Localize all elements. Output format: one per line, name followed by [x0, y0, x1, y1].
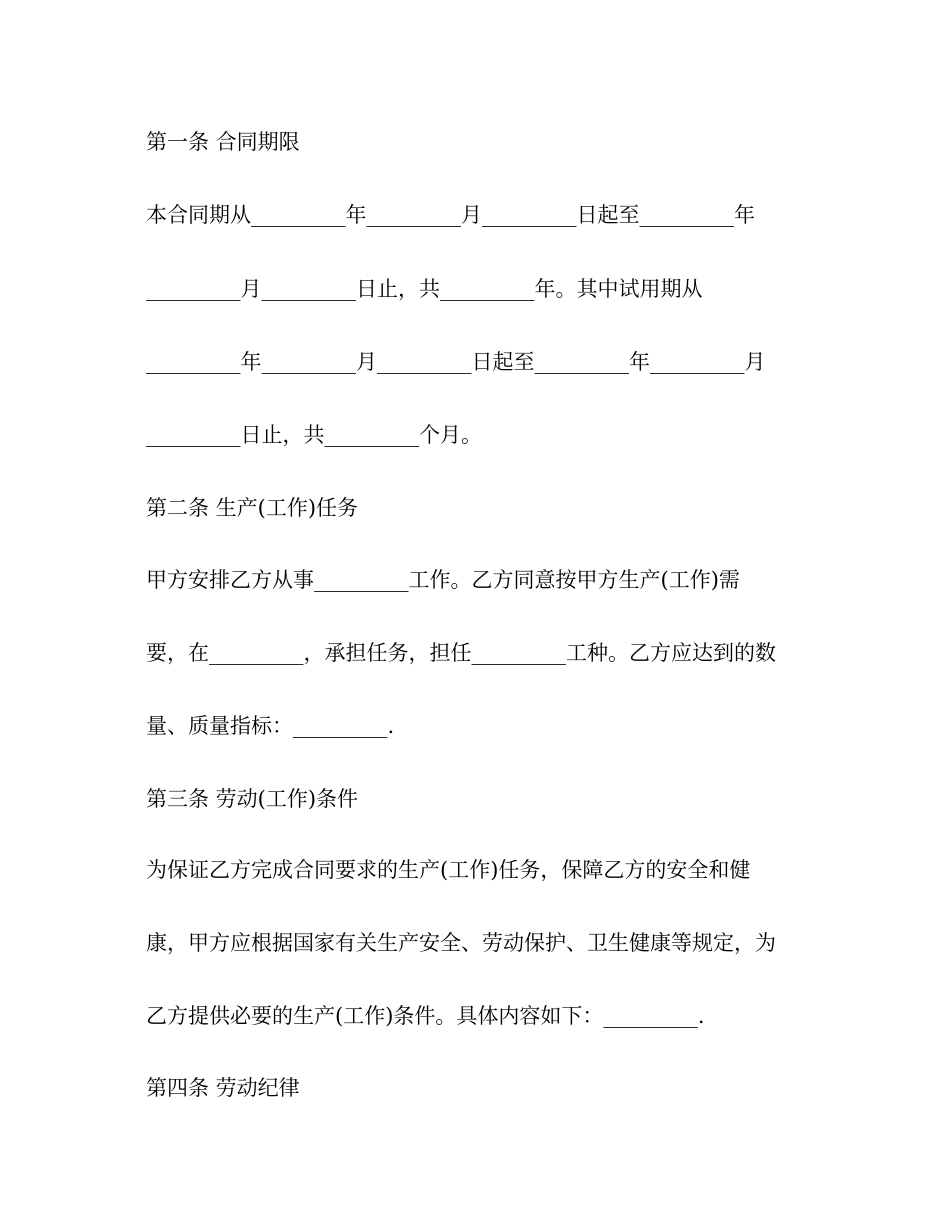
- article-1-heading: 第一条 合同期限: [146, 130, 300, 154]
- article-2-heading: 第二条 生产(工作)任务: [146, 496, 359, 520]
- article-1-text-line-1: 本合同期从_________年_________月_________日起至_________年: [146, 203, 755, 227]
- article-3-text-line-3: 乙方提供必要的生产(工作)条件。具体内容如下：_________.: [146, 1004, 705, 1028]
- article-2-text-line-3: 量、质量指标：_________.: [146, 714, 395, 738]
- article-1-text-line-4: _________日止，共_________个月。: [146, 423, 482, 447]
- article-4-heading: 第四条 劳动纪律: [146, 1076, 300, 1100]
- article-1-text-line-3: _________年_________月_________日起至_________年_________月: [146, 350, 766, 374]
- article-3-text-line-1: 为保证乙方完成合同要求的生产(工作)任务，保障乙方的安全和健: [146, 858, 751, 882]
- article-3-heading: 第三条 劳动(工作)条件: [146, 787, 359, 811]
- article-3-text-line-2: 康，甲方应根据国家有关生产安全、劳动保护、卫生健康等规定，为: [146, 931, 776, 955]
- article-1-text-line-2: _________月_________日止，共_________年。其中试用期从: [146, 277, 703, 301]
- article-2-text-line-2: 要，在_________，承担任务，担任_________工种。乙方应达到的数: [146, 641, 776, 665]
- article-2-text-line-1: 甲方安排乙方从事_________工作。乙方同意按甲方生产(工作)需: [146, 568, 740, 592]
